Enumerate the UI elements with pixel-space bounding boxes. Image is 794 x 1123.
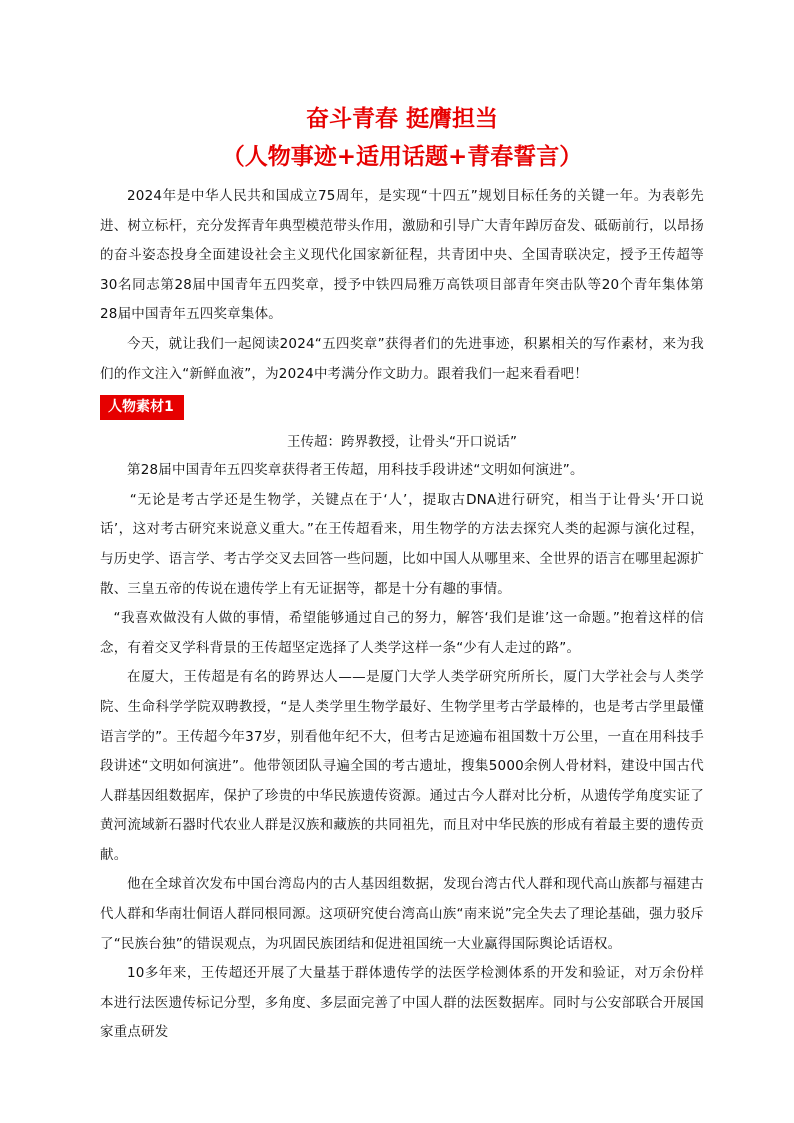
intro-paragraph-1: 2024年是中华人民共和国成立75周年，是实现“十四五”规划目标任务的关键一年。为表彰先进、树立标杆，充分发挥青年典型模范带头作用，激励和引导广大青年踔厉奋发、砥砺前行，以昂扬的奋斗姿态投身全面建设社会主义现代化国家新征程，共青团中央、全国青联决定，授予王传超等30名同志第28届中国青年五四奖章，授予中铁四局雅万高铁项目部青年突击队等20个青年集体第28届中国青年五四奖章集体。: [100, 188, 704, 323]
body-paragraph-3: “我喜欢做没有人做的事情，希望能够通过自己的努力，解答‘我们是谁’这一命题。”抱着这样的信念，有着交叉学科背景的王传超坚定选择了人类学这样一条“少有人走过的路”。: [100, 610, 704, 656]
body-paragraph-1: 第28届中国青年五四奖章获得者王传超，用科技手段讲述“文明如何演进”。: [127, 462, 584, 479]
document-subtitle: （人物事迹+适用话题+青春誓言）: [221, 144, 583, 170]
body-paragraph-2: “无论是考古学还是生物学，关键点在于‘人’，提取古DNA进行研究，相当于让骨头‘开口说话’，这对考古研究来说意义重大。”在王传超看来，用生物学的方法去探究人类的起源与演化过程，与历史学、语言学、考古学交叉去回答一些问题，比如中国人从哪里来、全世界的语言在哪里起源扩散、三皇五帝的传说在遗传学上有无证据等，都是十分有趣的事情。: [100, 491, 704, 597]
section-tag-material-1: 人物素材1: [100, 395, 184, 420]
document-title: 奋斗青春 挺膺担当: [305, 106, 498, 132]
body-paragraph-6: 10多年来，王传超还开展了大量基于群体遗传学的法医学检测体系的开发和验证，对万余份样本进行法医遗传标记分型，多角度、多层面完善了中国人群的法医数据库。同时与公安部联合开展国家重点研发: [100, 965, 704, 1041]
intro-paragraph-2: 今天，就让我们一起阅读2024“五四奖章”获得者们的先进事迹，积累相关的写作素材，来为我们的作文注入“新鲜血液”，为2024中考满分作文助力。跟着我们一起来看看吧！: [100, 335, 704, 382]
body-paragraph-4: 在厦大，王传超是有名的跨界达人——是厦门大学人类学研究所所长，厦门大学社会与人类学院、生命科学学院双聘教授，“是人类学里生物学最好、生物学里考古学最棒的，也是考古学里最懂语言学的”。王传超今年37岁，别看他年纪不大，但考古足迹遍布祖国数十万公里，一直在用科技手段讲述“文明如何演进”。他带领团队寻遍全国的考古遗址，搜集5000余例人骨材料，建设中国古代人群基因组数据库，保护了珍贵的中华民族遗传资源。通过古今人群对比分析，从遗传学角度实证了黄河流域新石器时代农业人群是汉族和藏族的共同祖先，而且对中华民族的形成有着最主要的遗传贡献。: [100, 669, 704, 863]
body-paragraph-5: 他在全球首次发布中国台湾岛内的古人基因组数据，发现台湾古代人群和现代高山族都与福建古代人群和华南壮侗语人群同根同源。这项研究使台湾高山族“南来说”完全失去了理论基础，强力驳斥了“民族台独”的错误观点，为巩固民族团结和促进祖国统一大业赢得国际舆论话语权。: [100, 876, 704, 952]
section-heading: 王传超：跨界教授，让骨头“开口说话”: [287, 434, 517, 451]
